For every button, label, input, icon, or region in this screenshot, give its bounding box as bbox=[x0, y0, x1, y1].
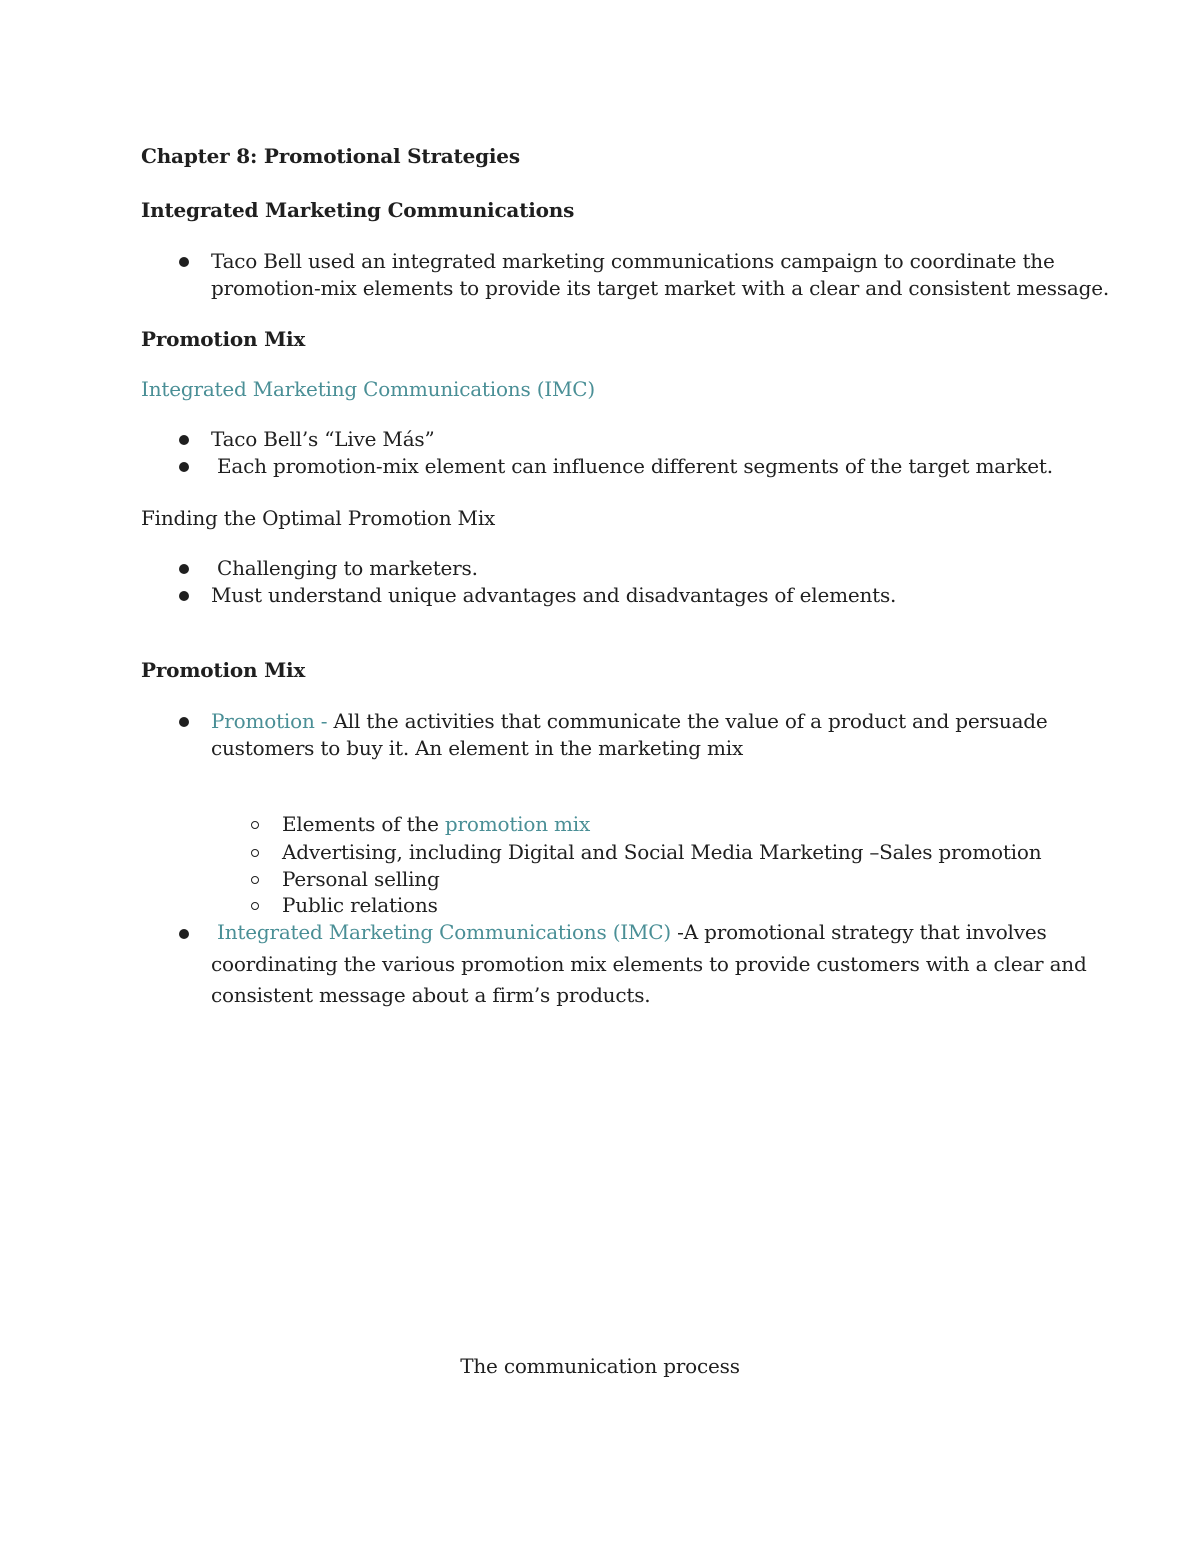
sub-bullet-circle bbox=[251, 849, 259, 857]
promotion-mix-term: promotion mix bbox=[444, 812, 591, 836]
bullet-dot bbox=[179, 435, 189, 445]
section-heading-promotion-mix-2: Promotion Mix bbox=[141, 658, 306, 682]
challenging-bullet: Challenging to marketers. bbox=[217, 556, 478, 580]
imc-definition-text: -A promotional strategy that involves bbox=[677, 920, 1047, 944]
promotion-definition-line-1 bbox=[211, 707, 1048, 735]
optimal-mix-heading: Finding the Optimal Promotion Mix bbox=[141, 506, 496, 530]
bullet-dot bbox=[179, 929, 189, 939]
sub-item-elements bbox=[282, 810, 590, 838]
sub-item-advertising: Advertising, including Digital and Social Media Marketing –Sales promotion bbox=[282, 840, 1042, 864]
promotion-definition-line-2: customers to buy it. An element in the marketing mix bbox=[211, 736, 744, 760]
communication-process-caption: The communication process bbox=[460, 1354, 740, 1378]
imc-bullet-line-2: promotion-mix elements to provide its target market with a clear and consistent message. bbox=[211, 276, 1110, 300]
bullet-dot bbox=[179, 257, 189, 267]
promotion-definition-text: All the activities that communicate the value of a product and persuade bbox=[333, 709, 1048, 733]
segments-bullet: Each promotion-mix element can influence different segments of the target market. bbox=[217, 454, 1053, 478]
bullet-dot bbox=[179, 462, 189, 472]
imc-bullet-line-1: Taco Bell used an integrated marketing communications campaign to coordinate the bbox=[211, 249, 1055, 273]
sub-item-elements-prefix: Elements of the bbox=[282, 812, 439, 836]
sub-bullet-circle bbox=[251, 902, 259, 910]
bullet-dot bbox=[179, 717, 189, 727]
imc-subheading: Integrated Marketing Communications (IMC) bbox=[141, 377, 595, 401]
imc-definition-line-3: consistent message about a firm’s products. bbox=[211, 983, 651, 1007]
sub-bullet-circle bbox=[251, 821, 259, 829]
sub-item-personal-selling: Personal selling bbox=[282, 867, 440, 891]
bullet-dot bbox=[179, 591, 189, 601]
page-title: Chapter 8: Promotional Strategies bbox=[141, 144, 520, 168]
imc-term: Integrated Marketing Communications (IMC) bbox=[217, 920, 671, 944]
bullet-dot bbox=[179, 564, 189, 574]
section-heading-imc: Integrated Marketing Communications bbox=[141, 198, 575, 222]
imc-definition-line-1 bbox=[217, 918, 1047, 946]
sub-item-public-relations: Public relations bbox=[282, 893, 438, 917]
live-mas-bullet: Taco Bell’s “Live Más” bbox=[211, 427, 435, 451]
advantages-bullet: Must understand unique advantages and disadvantages of elements. bbox=[211, 583, 897, 607]
promotion-term: Promotion - bbox=[211, 709, 328, 733]
section-heading-promotion-mix: Promotion Mix bbox=[141, 327, 306, 351]
imc-definition-line-2: coordinating the various promotion mix elements to provide customers with a clear and bbox=[211, 952, 1087, 976]
sub-bullet-circle bbox=[251, 876, 259, 884]
